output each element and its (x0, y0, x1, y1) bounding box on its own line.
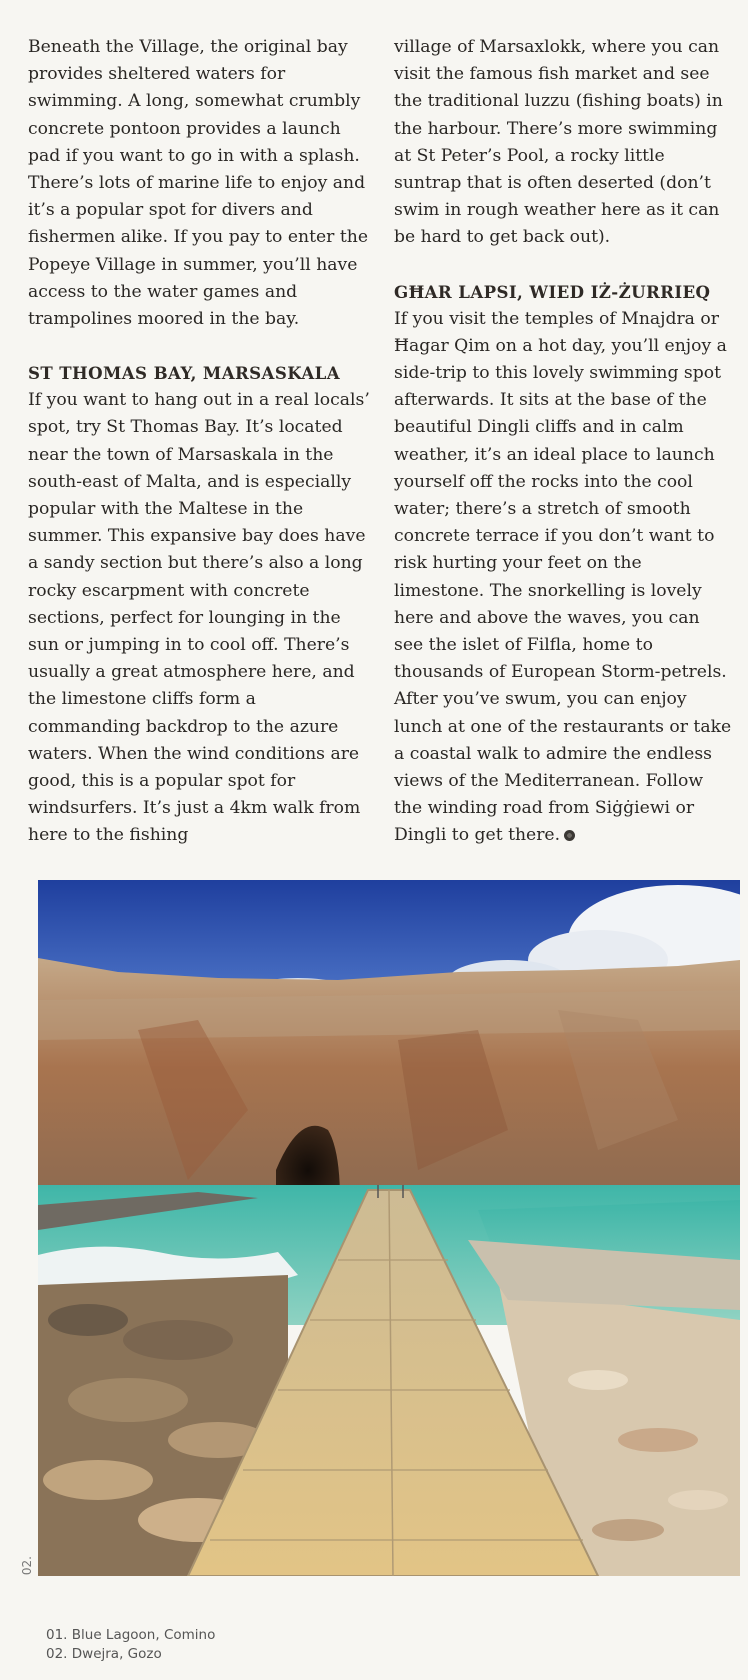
section-heading-st-thomas-bay: ST THOMAS BAY, MARSASKALA (28, 363, 340, 384)
inland-sea-photo (38, 880, 740, 1576)
photo-illustration (38, 880, 740, 1576)
ghar-lapsi-text: If you visit the temples of Mnajdra or Ħagar Qim on a hot day, you’ll enjoy a side-trip to this lovely swimming spot afterwards. It sits at the base of the beautiful Dingli cliffs and in calm weather, it’s an ideal place to launch yourself off the rocks into the cool water; there’s a stretch of smooth concrete terrace if you don’t want to risk hurting your feet on the limestone. The snorkelling is lovely here and above the waves, you can see the islet of Filfla, home to thousands of European Storm-petrels. After you’ve swum, you can enjoy lunch at one of the restaurants or take a coastal walk to admire the endless views of the Mediterranean. Follow the winding road from Siġġiewi or Dingli to get there. (394, 308, 732, 846)
caption-01: 01. Blue Lagoon, Comino (46, 1627, 216, 1643)
photo-number-label: 02. (20, 1556, 34, 1576)
intro-paragraph: Beneath the Village, the original bay provides sheltered waters for swimming. A long, somewhat crumbly concrete pontoon provides a launch pad if you want to go in with a splash. There’s lots of marine life to enjoy and it’s a popular spot for divers and fishermen alike. If you pay to enter the Popeye Village in summer, you’ll have access to the water games and trampolines moored in the bay. (28, 37, 368, 330)
continued-paragraph: village of Marsaxlokk, where you can visit the famous fish market and see the traditional luzzu (fishing boats) in the harbour. There’s more swimming at St Peter’s Pool, a rocky little suntrap that is often deserted (don’t swim in rough weather here as it can be hard to get back out). (394, 37, 723, 248)
ghar-lapsi-paragraph (394, 306, 734, 850)
right-column (394, 34, 734, 850)
section-heading-ghar-lapsi: GĦAR LAPSI, WIED IŻ-ŻURRIEQ (394, 281, 711, 302)
end-of-article-icon (564, 830, 575, 841)
photo-captions (46, 1626, 215, 1664)
caption-02: 02. Dwejra, Gozo (46, 1646, 162, 1662)
left-column (28, 34, 373, 850)
st-thomas-bay-paragraph: If you want to hang out in a real locals’ spot, try St Thomas Bay. It’s located near the town of Marsaskala in the south-east of Malta, and is especially popular with the Maltese in the summer. This expansive bay does have a sandy section but there’s also a long rocky escarpment with concrete sections, perfect for lounging in the sun or jumping in to cool off. There’s usually a great atmosphere here, and the limestone cliffs form a commanding backdrop to the azure waters. When the wind conditions are good, this is a popular spot for windsurfers. It’s just a 4km walk from here to the fishing (28, 390, 370, 846)
